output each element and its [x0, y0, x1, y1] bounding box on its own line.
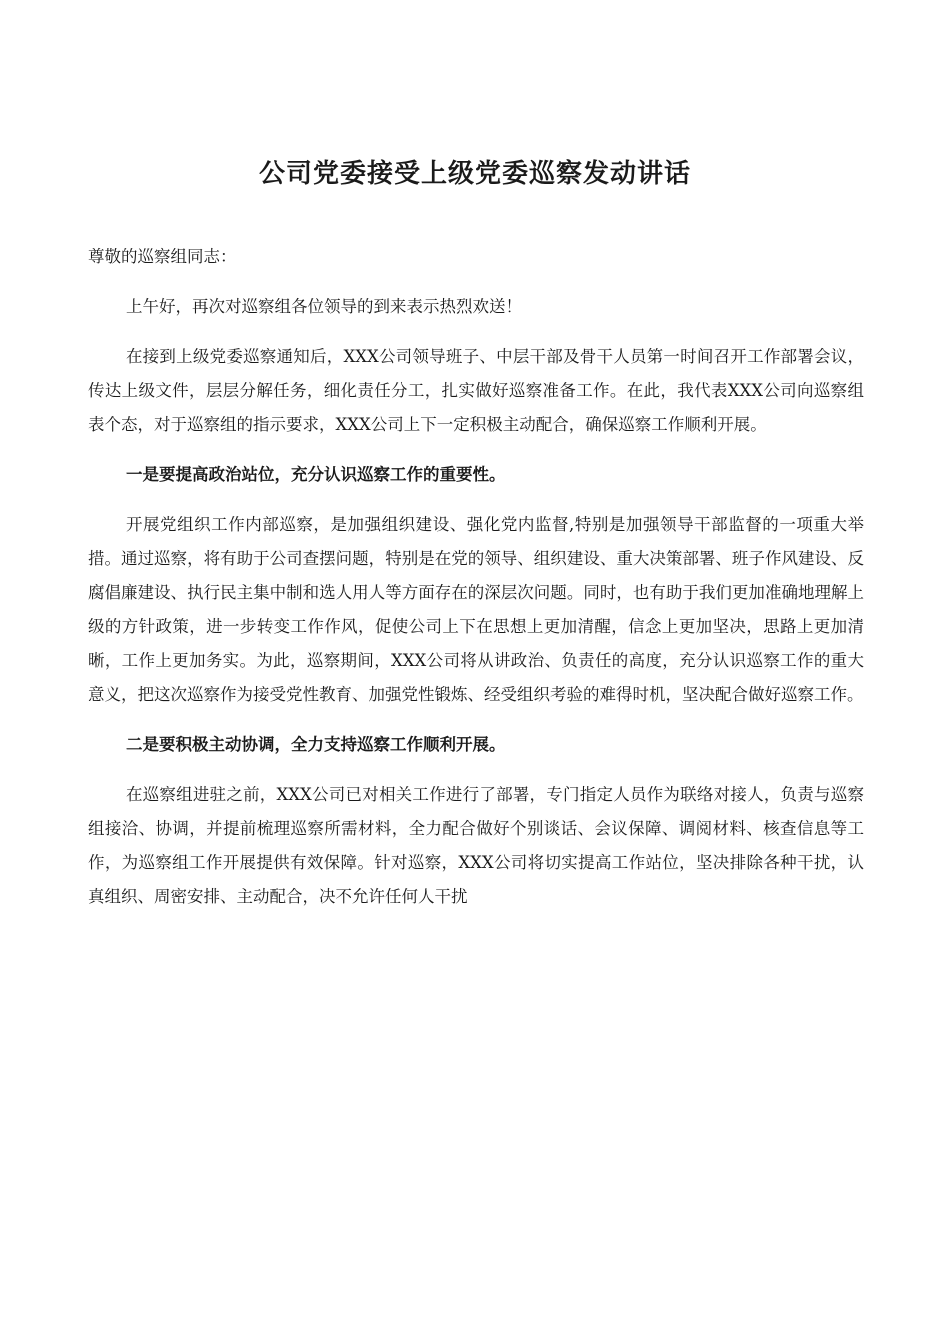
paragraph-section-2: 在巡察组进驻之前，XXX公司已对相关工作进行了部署，专门指定人员作为联络对接人，负责与巡察组接洽、协调，并提前梳理巡察所需材料，全力配合做好个别谈话、会议保障、调阅材料、核查信息等工作，为巡察组工作开展提供有效保障。针对巡察，XXX公司将切实提高工作站位，坚决排除各种干扰，认真组织、周密安排、主动配合，决不允许任何人干扰 [88, 785, 864, 906]
paragraph-intro: 在接到上级党委巡察通知后，XXX公司领导班子、中层干部及骨干人员第一时间召开工作部署会议，传达上级文件，层层分解任务，细化责任分工，扎实做好巡察准备工作。在此，我代表XXX公司向巡察组表个态，对于巡察组的指示要求，XXX公司上下一定积极主动配合，确保巡察工作顺利开展。 [88, 347, 864, 434]
section-heading-1: 一是要提高政治站位，充分认识巡察工作的重要性。 [125, 465, 506, 484]
document-body [88, 240, 864, 930]
salutation: 尊敬的巡察组同志： [88, 247, 237, 266]
paragraph-section-1: 开展党组织工作内部巡察，是加强组织建设、强化党内监督,特别是加强领导干部监督的一项重大举措。通过巡察，将有助于公司查摆问题，特别是在党的领导、组织建设、重大决策部署、班子作风建设、反腐倡廉建设、执行民主集中制和选人用人等方面存在的深层次问题。同时，也有助于我们更加准确地理解上级的方针政策，进一步转变工作作风，促使公司上下在思想上更加清醒，信念上更加坚决，思路上更加清晰，工作上更加务实。为此，巡察期间，XXX公司将从讲政治、负责任的高度，充分认识巡察工作的重大意义，把这次巡察作为接受党性教育、加强党性锻炼、经受组织考验的难得时机，坚决配合做好巡察工作。 [88, 515, 864, 704]
section-heading-2: 二是要积极主动协调，全力支持巡察工作顺利开展。 [125, 735, 506, 754]
paragraph-greeting: 上午好，再次对巡察组各位领导的到来表示热烈欢送！ [125, 297, 522, 316]
document-title: 公司党委接受上级党委巡察发动讲话 [258, 159, 691, 189]
